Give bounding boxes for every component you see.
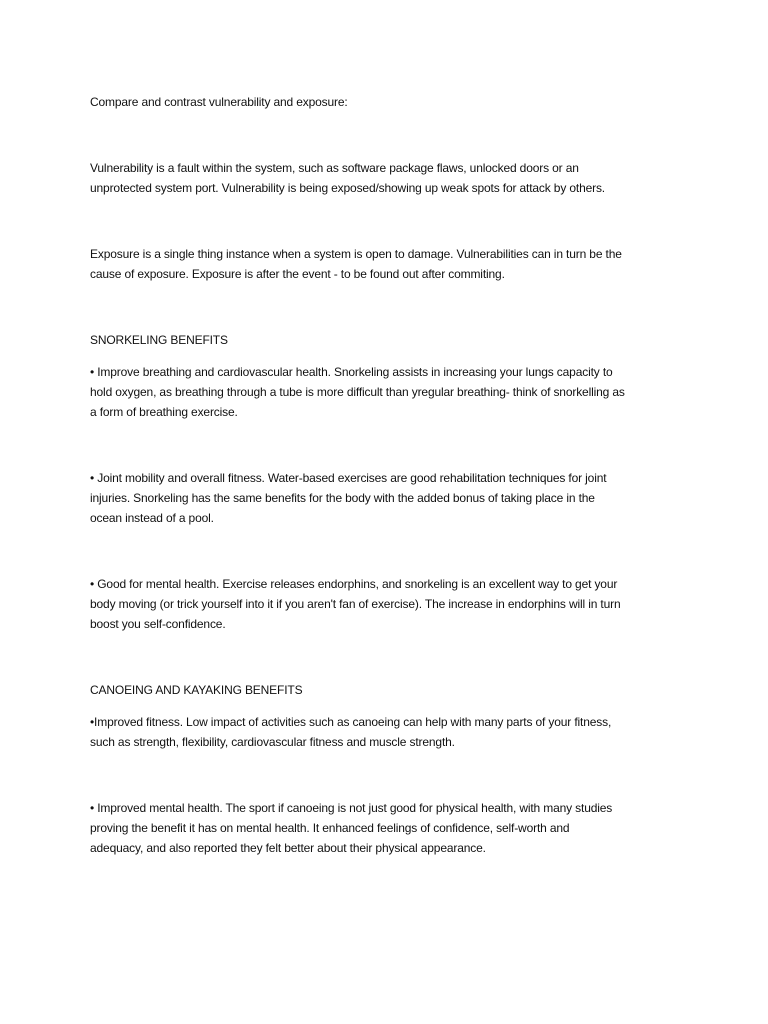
canoeing-fitness-line-2: such as strength, flexibility, cardiovascular fitness and muscle strength. <box>90 735 455 749</box>
snorkeling-breathing-line-3: a form of breathing exercise. <box>90 405 238 419</box>
snorkeling-mobility-line-2: injuries. Snorkeling has the same benefits for the body with the added bonus of taking place in the <box>90 491 595 505</box>
exposure-line-2: cause of exposure. Exposure is after the event - to be found out after commiting. <box>90 267 505 281</box>
snorkeling-mobility-line-1: • Joint mobility and overall fitness. Water-based exercises are good rehabilitation techniques for joint <box>90 471 607 485</box>
snorkeling-mental-line-3: boost you self-confidence. <box>90 617 226 631</box>
canoeing-heading: CANOEING AND KAYAKING BENEFITS <box>90 683 303 697</box>
snorkeling-breathing-line-1: • Improve breathing and cardiovascular health. Snorkeling assists in increasing your lungs capacity to <box>90 365 613 379</box>
snorkeling-breathing-line-2: hold oxygen, as breathing through a tube is more difficult than yregular breathing- think of snorkelling as <box>90 385 625 399</box>
snorkeling-heading: SNORKELING BENEFITS <box>90 333 228 347</box>
canoeing-mental-line-3: adequacy, and also reported they felt better about their physical appearance. <box>90 841 486 855</box>
exposure-line-1: Exposure is a single thing instance when a system is open to damage. Vulnerabilities can in turn be the <box>90 247 622 261</box>
vulnerability-line-2: unprotected system port. Vulnerability is being exposed/showing up weak spots for attack by others. <box>90 181 605 195</box>
vulnerability-line-1: Vulnerability is a fault within the system, such as software package flaws, unlocked doors or an <box>90 161 579 175</box>
snorkeling-mobility-line-3: ocean instead of a pool. <box>90 511 214 525</box>
snorkeling-mental-line-2: body moving (or trick yourself into it if you aren't fan of exercise). The increase in endorphins will in turn <box>90 597 621 611</box>
canoeing-mental-line-2: proving the benefit it has on mental health. It enhanced feelings of confidence, self-worth and <box>90 821 570 835</box>
canoeing-mental-line-1: • Improved mental health. The sport if canoeing is not just good for physical health, with many studies <box>90 801 613 815</box>
intro-heading: Compare and contrast vulnerability and exposure: <box>90 95 348 109</box>
canoeing-fitness-line-1: •Improved fitness. Low impact of activities such as canoeing can help with many parts of your fitness, <box>90 715 612 729</box>
snorkeling-mental-line-1: • Good for mental health. Exercise releases endorphins, and snorkeling is an excellent way to get your <box>90 577 618 591</box>
